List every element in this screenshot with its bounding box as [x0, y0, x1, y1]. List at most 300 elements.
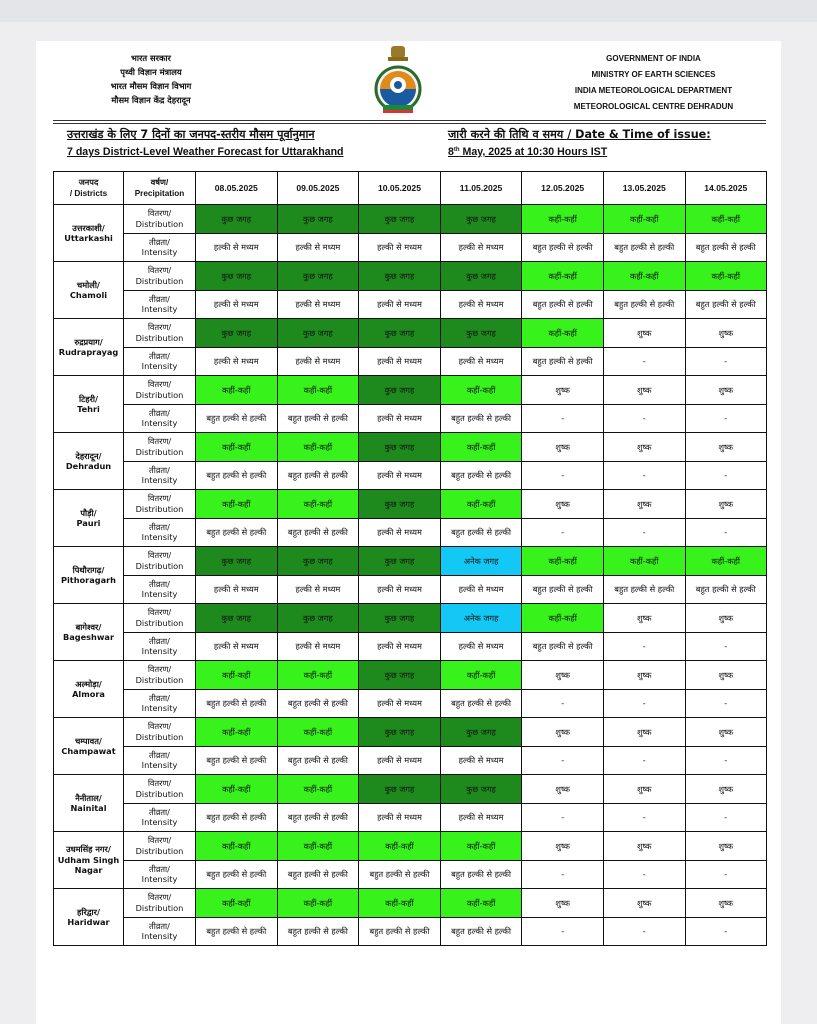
intensity-cell: - [685, 404, 766, 433]
header-hindi-line: पृथ्वी विज्ञान मंत्रालय [120, 67, 182, 77]
distribution-cell: कुछ जगह [440, 262, 522, 291]
intensity-cell: बहुत हल्की से हल्की [522, 233, 604, 262]
distribution-row [54, 433, 767, 462]
header-english-line: INDIA METEOROLOGICAL DEPARTMENT [574, 86, 733, 95]
header-english-line: GOVERNMENT OF INDIA [606, 54, 701, 63]
intensity-label: तीव्रता/ Intensity [124, 404, 196, 433]
distribution-cell: शुष्क [603, 889, 685, 918]
header-divider [53, 120, 766, 121]
distribution-cell: कहीं-कहीं [277, 661, 359, 690]
intensity-cell: - [685, 689, 766, 718]
distribution-label: वितरण/ Distribution [124, 832, 196, 861]
district-name-hindi: पिथौरागढ़/ [72, 564, 105, 575]
intensity-cell: बहुत हल्की से हल्की [196, 461, 278, 490]
distribution-cell: कुछ जगह [359, 490, 441, 519]
intensity-cell: - [603, 860, 685, 889]
intensity-cell: - [522, 404, 604, 433]
district-name-hindi: पौड़ी/ [80, 507, 97, 518]
date-header: 13.05.2025 [603, 172, 685, 205]
intensity-row [54, 746, 767, 775]
intensity-label: तीव्रता/ Intensity [124, 461, 196, 490]
intensity-cell: हल्की से मध्यम [359, 575, 441, 604]
intensity-cell: - [603, 803, 685, 832]
intensity-row [54, 290, 767, 319]
intensity-cell: - [603, 746, 685, 775]
distribution-cell: कहीं-कहीं [603, 262, 685, 291]
intensity-cell: बहुत हल्की से हल्की [603, 233, 685, 262]
header-divider [53, 123, 766, 124]
intensity-cell: बहुत हल्की से हल्की [196, 404, 278, 433]
distribution-cell: शुष्क [685, 661, 766, 690]
intensity-cell: हल्की से मध्यम [440, 233, 522, 262]
distribution-cell: कुछ जगह [359, 661, 441, 690]
distribution-cell: कहीं-कहीं [440, 433, 522, 462]
distribution-cell: कुछ जगह [440, 205, 522, 234]
distribution-cell: शुष्क [522, 889, 604, 918]
distribution-cell: कहीं-कहीं [685, 262, 766, 291]
distribution-cell: कहीं-कहीं [277, 832, 359, 861]
intensity-cell: हल्की से मध्यम [196, 347, 278, 376]
distribution-cell: अनेक जगह [440, 604, 522, 633]
intensity-label: तीव्रता/ Intensity [124, 290, 196, 319]
issue-label: जारी करने की तिथि व समय / Date & Time of issue: [448, 128, 711, 141]
intensity-cell: बहुत हल्की से हल्की [685, 290, 766, 319]
district-name-english: Dehradun [65, 461, 112, 471]
distribution-cell: कुछ जगह [196, 319, 278, 348]
intensity-row [54, 575, 767, 604]
distribution-cell: कुछ जगह [196, 547, 278, 576]
district-name-cell [54, 205, 124, 262]
distribution-cell: कुछ जगह [277, 547, 359, 576]
distribution-cell: कुछ जगह [359, 604, 441, 633]
intensity-cell: बहुत हल्की से हल्की [440, 860, 522, 889]
intensity-cell: - [603, 404, 685, 433]
distribution-cell: कुछ जगह [196, 604, 278, 633]
distribution-cell: शुष्क [685, 718, 766, 747]
intensity-cell: हल्की से मध्यम [277, 347, 359, 376]
distribution-cell: कहीं-कहीं [277, 775, 359, 804]
distribution-row [54, 376, 767, 405]
intensity-cell: बहुत हल्की से हल्की [522, 632, 604, 661]
distribution-cell: शुष्क [603, 490, 685, 519]
district-name-hindi: उत्तरकाशी/ [72, 222, 105, 233]
distribution-row [54, 547, 767, 576]
distribution-cell: कहीं-कहीं [196, 661, 278, 690]
intensity-row [54, 461, 767, 490]
intensity-row [54, 233, 767, 262]
intensity-cell: - [685, 632, 766, 661]
intensity-cell: हल्की से मध्यम [359, 689, 441, 718]
intensity-cell: बहुत हल्की से हल्की [196, 803, 278, 832]
intensity-cell: हल्की से मध्यम [196, 290, 278, 319]
date-header: 11.05.2025 [440, 172, 522, 205]
intensity-cell: हल्की से मध्यम [440, 290, 522, 319]
intensity-cell: बहुत हल्की से हल्की [522, 347, 604, 376]
distribution-cell: कहीं-कहीं [603, 205, 685, 234]
intensity-cell: बहुत हल्की से हल्की [440, 917, 522, 946]
district-name-english: Uttarkashi [64, 233, 113, 243]
intensity-cell: - [522, 746, 604, 775]
intensity-row [54, 518, 767, 547]
intensity-cell: - [522, 518, 604, 547]
district-name-cell [54, 319, 124, 376]
district-name-english: Bageshwar [62, 632, 114, 642]
district-name-english: Champawat [61, 746, 116, 756]
precipitation-column-header: वर्षण/ Precipitation [124, 172, 196, 205]
distribution-cell: शुष्क [603, 718, 685, 747]
district-name-hindi: अल्मोड़ा/ [75, 678, 102, 689]
district-name-english: Udham Singh Nagar [57, 854, 120, 876]
distribution-cell: शुष्क [685, 832, 766, 861]
intensity-cell: बहुत हल्की से हल्की [359, 917, 441, 946]
distribution-cell: कुछ जगह [359, 547, 441, 576]
distribution-cell: शुष्क [522, 433, 604, 462]
intensity-cell: बहुत हल्की से हल्की [277, 860, 359, 889]
intensity-cell: - [685, 347, 766, 376]
intensity-cell: हल्की से मध्यम [440, 632, 522, 661]
distribution-cell: कहीं-कहीं [196, 433, 278, 462]
intensity-cell: बहुत हल्की से हल्की [603, 575, 685, 604]
distribution-cell: शुष्क [685, 490, 766, 519]
distribution-row [54, 205, 767, 234]
intensity-cell: बहुत हल्की से हल्की [196, 860, 278, 889]
distribution-cell: कहीं-कहीं [277, 490, 359, 519]
header-hindi-block [76, 51, 226, 107]
district-name-english: Almora [72, 689, 105, 699]
distribution-row [54, 661, 767, 690]
district-name-cell [54, 547, 124, 604]
distribution-cell: अनेक जगह [440, 547, 522, 576]
intensity-cell: - [685, 917, 766, 946]
distribution-cell: शुष्क [685, 376, 766, 405]
intensity-cell: - [603, 347, 685, 376]
intensity-cell: हल्की से मध्यम [196, 632, 278, 661]
intensity-cell: बहुत हल्की से हल्की [277, 461, 359, 490]
intensity-cell: - [685, 803, 766, 832]
distribution-label: वितरण/ Distribution [124, 205, 196, 234]
distribution-row [54, 832, 767, 861]
intensity-cell: हल्की से मध्यम [359, 461, 441, 490]
distribution-cell: कहीं-कहीं [440, 376, 522, 405]
intensity-cell: हल्की से मध्यम [359, 290, 441, 319]
distribution-cell: कहीं-कहीं [277, 718, 359, 747]
distribution-label: वितरण/ Distribution [124, 319, 196, 348]
district-column-header: जनपद / Districts [54, 172, 124, 205]
distribution-cell: कहीं-कहीं [440, 661, 522, 690]
title-hindi: उत्तराखंड के लिए 7 दिनों का जनपद-स्तरीय मौसम पूर्वानुमान [67, 128, 315, 141]
intensity-cell: बहुत हल्की से हल्की [196, 689, 278, 718]
distribution-label: वितरण/ Distribution [124, 490, 196, 519]
district-name-english: Nainital [70, 803, 107, 813]
distribution-cell: कुछ जगह [359, 775, 441, 804]
distribution-label: वितरण/ Distribution [124, 718, 196, 747]
intensity-cell: बहुत हल्की से हल्की [685, 575, 766, 604]
distribution-cell: कहीं-कहीं [522, 604, 604, 633]
date-header: 10.05.2025 [359, 172, 441, 205]
distribution-cell: शुष्क [522, 490, 604, 519]
district-name-english: Pauri [76, 518, 101, 528]
intensity-cell: बहुत हल्की से हल्की [196, 917, 278, 946]
district-name-cell [54, 604, 124, 661]
distribution-cell: शुष्क [685, 775, 766, 804]
distribution-cell: कहीं-कहीं [359, 889, 441, 918]
distribution-cell: कुछ जगह [440, 775, 522, 804]
distribution-cell: कुछ जगह [359, 262, 441, 291]
district-name-cell [54, 490, 124, 547]
distribution-cell: कुछ जगह [440, 319, 522, 348]
distribution-cell: शुष्क [522, 718, 604, 747]
distribution-cell: शुष्क [685, 604, 766, 633]
intensity-cell: - [685, 518, 766, 547]
district-name-cell [54, 718, 124, 775]
forecast-table [53, 171, 767, 946]
intensity-cell: बहुत हल्की से हल्की [277, 689, 359, 718]
distribution-cell: कुछ जगह [440, 718, 522, 747]
intensity-cell: - [685, 746, 766, 775]
intensity-cell: - [522, 803, 604, 832]
intensity-cell: हल्की से मध्यम [277, 233, 359, 262]
intensity-cell: - [603, 461, 685, 490]
browser-top-bar [0, 0, 817, 22]
district-name-english: Haridwar [67, 917, 110, 927]
intensity-cell: हल्की से मध्यम [277, 632, 359, 661]
distribution-cell: कहीं-कहीं [277, 433, 359, 462]
intensity-cell: - [685, 461, 766, 490]
intensity-cell: - [685, 860, 766, 889]
intensity-label: तीव्रता/ Intensity [124, 917, 196, 946]
distribution-cell: कुछ जगह [277, 319, 359, 348]
distribution-cell: कहीं-कहीं [440, 889, 522, 918]
distribution-cell: कुछ जगह [277, 262, 359, 291]
intensity-cell: - [522, 461, 604, 490]
intensity-cell: हल्की से मध्यम [359, 233, 441, 262]
intensity-row [54, 917, 767, 946]
district-name-cell [54, 832, 124, 889]
intensity-label: तीव्रता/ Intensity [124, 575, 196, 604]
distribution-row [54, 718, 767, 747]
distribution-label: वितरण/ Distribution [124, 262, 196, 291]
distribution-cell: कहीं-कहीं [359, 832, 441, 861]
distribution-cell: कहीं-कहीं [196, 376, 278, 405]
issue-day-suffix: th [453, 147, 460, 153]
intensity-cell: हल्की से मध्यम [277, 290, 359, 319]
header-hindi-line: भारत सरकार [131, 53, 171, 63]
intensity-label: तीव्रता/ Intensity [124, 347, 196, 376]
header-hindi-line: मौसम विज्ञान केंद्र देहरादून [111, 95, 191, 105]
intensity-row [54, 860, 767, 889]
distribution-cell: शुष्क [522, 376, 604, 405]
intensity-cell: बहुत हल्की से हल्की [277, 404, 359, 433]
distribution-cell: शुष्क [603, 433, 685, 462]
distribution-cell: कहीं-कहीं [277, 376, 359, 405]
intensity-cell: - [522, 689, 604, 718]
table-header-row [54, 172, 767, 205]
intensity-cell: हल्की से मध्यम [196, 233, 278, 262]
distribution-cell: कुछ जगह [359, 319, 441, 348]
district-name-english: Rudraprayag [58, 347, 119, 357]
distribution-cell: शुष्क [685, 433, 766, 462]
district-name-cell [54, 775, 124, 832]
distribution-cell: कुछ जगह [277, 205, 359, 234]
distribution-cell: कहीं-कहीं [277, 889, 359, 918]
district-name-hindi: देहरादून/ [75, 450, 102, 461]
distribution-label: वितरण/ Distribution [124, 376, 196, 405]
distribution-cell: कुछ जगह [359, 718, 441, 747]
distribution-cell: शुष्क [603, 661, 685, 690]
header-english-line: MINISTRY OF EARTH SCIENCES [591, 70, 716, 79]
forecast-table-body [54, 205, 767, 946]
distribution-cell: शुष्क [685, 319, 766, 348]
district-name-hindi: टिहरी/ [78, 393, 99, 404]
distribution-row [54, 889, 767, 918]
distribution-cell: कहीं-कहीं [522, 547, 604, 576]
intensity-cell: हल्की से मध्यम [359, 746, 441, 775]
intensity-cell: बहुत हल्की से हल्की [440, 689, 522, 718]
intensity-cell: हल्की से मध्यम [440, 746, 522, 775]
district-name-cell [54, 433, 124, 490]
distribution-cell: कुछ जगह [277, 604, 359, 633]
intensity-cell: हल्की से मध्यम [440, 575, 522, 604]
distribution-cell: शुष्क [522, 832, 604, 861]
distribution-label: वितरण/ Distribution [124, 433, 196, 462]
distribution-cell: कहीं-कहीं [440, 832, 522, 861]
district-name-hindi: नैनीताल/ [75, 792, 102, 803]
distribution-cell: कहीं-कहीं [522, 262, 604, 291]
distribution-label: वितरण/ Distribution [124, 547, 196, 576]
intensity-row [54, 803, 767, 832]
imd-emblem-logo [369, 43, 427, 116]
distribution-row [54, 490, 767, 519]
district-name-english: Pithoragarh [61, 575, 116, 585]
header-hindi-line: भारत मौसम विज्ञान विभाग [110, 81, 192, 91]
intensity-cell: - [603, 518, 685, 547]
distribution-cell: शुष्क [603, 319, 685, 348]
intensity-label: तीव्रता/ Intensity [124, 803, 196, 832]
distribution-cell: कुछ जगह [359, 433, 441, 462]
district-name-hindi: चम्पावत/ [75, 735, 102, 746]
distribution-row [54, 604, 767, 633]
header-english-block [566, 51, 741, 115]
intensity-label: तीव्रता/ Intensity [124, 689, 196, 718]
distribution-cell: शुष्क [603, 832, 685, 861]
distribution-cell: कहीं-कहीं [603, 547, 685, 576]
distribution-cell: शुष्क [603, 604, 685, 633]
intensity-label: तीव्रता/ Intensity [124, 746, 196, 775]
distribution-cell: कुछ जगह [196, 205, 278, 234]
header-english-line: METEOROLOGICAL CENTRE DEHRADUN [573, 102, 734, 111]
distribution-label: वितरण/ Distribution [124, 604, 196, 633]
distribution-label: वितरण/ Distribution [124, 889, 196, 918]
distribution-cell: कहीं-कहीं [522, 205, 604, 234]
distribution-label: वितरण/ Distribution [124, 661, 196, 690]
distribution-cell: कहीं-कहीं [196, 775, 278, 804]
distribution-cell: शुष्क [522, 661, 604, 690]
district-name-hindi: बागेश्वर/ [75, 621, 102, 632]
intensity-cell: - [603, 917, 685, 946]
intensity-cell: बहुत हल्की से हल्की [603, 290, 685, 319]
distribution-cell: कहीं-कहीं [685, 547, 766, 576]
intensity-cell: - [603, 689, 685, 718]
intensity-label: तीव्रता/ Intensity [124, 233, 196, 262]
intensity-cell: बहुत हल्की से हल्की [196, 518, 278, 547]
intensity-cell: हल्की से मध्यम [440, 803, 522, 832]
district-name-english: Tehri [77, 404, 100, 414]
intensity-cell: बहुत हल्की से हल्की [522, 290, 604, 319]
intensity-cell: हल्की से मध्यम [359, 404, 441, 433]
distribution-cell: कुछ जगह [359, 205, 441, 234]
intensity-cell: - [603, 632, 685, 661]
intensity-label: तीव्रता/ Intensity [124, 632, 196, 661]
district-name-cell [54, 262, 124, 319]
intensity-row [54, 689, 767, 718]
distribution-cell: शुष्क [522, 775, 604, 804]
distribution-cell: कहीं-कहीं [196, 490, 278, 519]
intensity-cell: बहुत हल्की से हल्की [277, 746, 359, 775]
intensity-cell: हल्की से मध्यम [359, 632, 441, 661]
intensity-row [54, 404, 767, 433]
intensity-cell: बहुत हल्की से हल्की [277, 518, 359, 547]
intensity-cell: हल्की से मध्यम [440, 347, 522, 376]
distribution-cell: शुष्क [603, 775, 685, 804]
distribution-cell: कहीं-कहीं [685, 205, 766, 234]
intensity-cell: बहुत हल्की से हल्की [277, 917, 359, 946]
distribution-cell: कुछ जगह [359, 376, 441, 405]
distribution-row [54, 262, 767, 291]
intensity-label: तीव्रता/ Intensity [124, 860, 196, 889]
date-header: 14.05.2025 [685, 172, 766, 205]
district-name-english: Chamoli [69, 290, 108, 300]
intensity-cell: बहुत हल्की से हल्की [440, 404, 522, 433]
intensity-cell: बहुत हल्की से हल्की [277, 803, 359, 832]
issue-day: 8 [448, 146, 454, 158]
distribution-cell: शुष्क [685, 889, 766, 918]
distribution-cell: कुछ जगह [196, 262, 278, 291]
intensity-cell: बहुत हल्की से हल्की [196, 746, 278, 775]
title-english: 7 days District-Level Weather Forecast for Uttarakhand [67, 146, 344, 158]
district-name-cell [54, 661, 124, 718]
district-name-hindi: रुद्रप्रयाग/ [74, 336, 103, 347]
distribution-label: वितरण/ Distribution [124, 775, 196, 804]
distribution-row [54, 319, 767, 348]
forecast-document [36, 41, 781, 1024]
distribution-cell: कहीं-कहीं [196, 832, 278, 861]
intensity-cell: - [522, 917, 604, 946]
intensity-row [54, 347, 767, 376]
distribution-cell: कहीं-कहीं [196, 889, 278, 918]
date-header: 12.05.2025 [522, 172, 604, 205]
district-name-cell [54, 376, 124, 433]
intensity-cell: हल्की से मध्यम [359, 518, 441, 547]
district-name-hindi: हरिद्वार/ [77, 906, 100, 917]
date-header: 08.05.2025 [196, 172, 278, 205]
district-name-hindi: उधमसिंह नगर/ [66, 844, 111, 855]
intensity-cell: हल्की से मध्यम [359, 347, 441, 376]
intensity-cell: बहुत हल्की से हल्की [440, 518, 522, 547]
issue-date-rest: May, 2025 at 10:30 Hours IST [459, 146, 608, 158]
district-name-cell [54, 889, 124, 946]
intensity-cell: बहुत हल्की से हल्की [685, 233, 766, 262]
distribution-cell: कहीं-कहीं [440, 490, 522, 519]
distribution-cell: कहीं-कहीं [196, 718, 278, 747]
intensity-cell: हल्की से मध्यम [277, 575, 359, 604]
district-name-hindi: चमोली/ [77, 279, 100, 290]
intensity-cell: बहुत हल्की से हल्की [440, 461, 522, 490]
distribution-cell: शुष्क [603, 376, 685, 405]
distribution-row [54, 775, 767, 804]
intensity-row [54, 632, 767, 661]
intensity-cell: - [522, 860, 604, 889]
intensity-cell: बहुत हल्की से हल्की [522, 575, 604, 604]
